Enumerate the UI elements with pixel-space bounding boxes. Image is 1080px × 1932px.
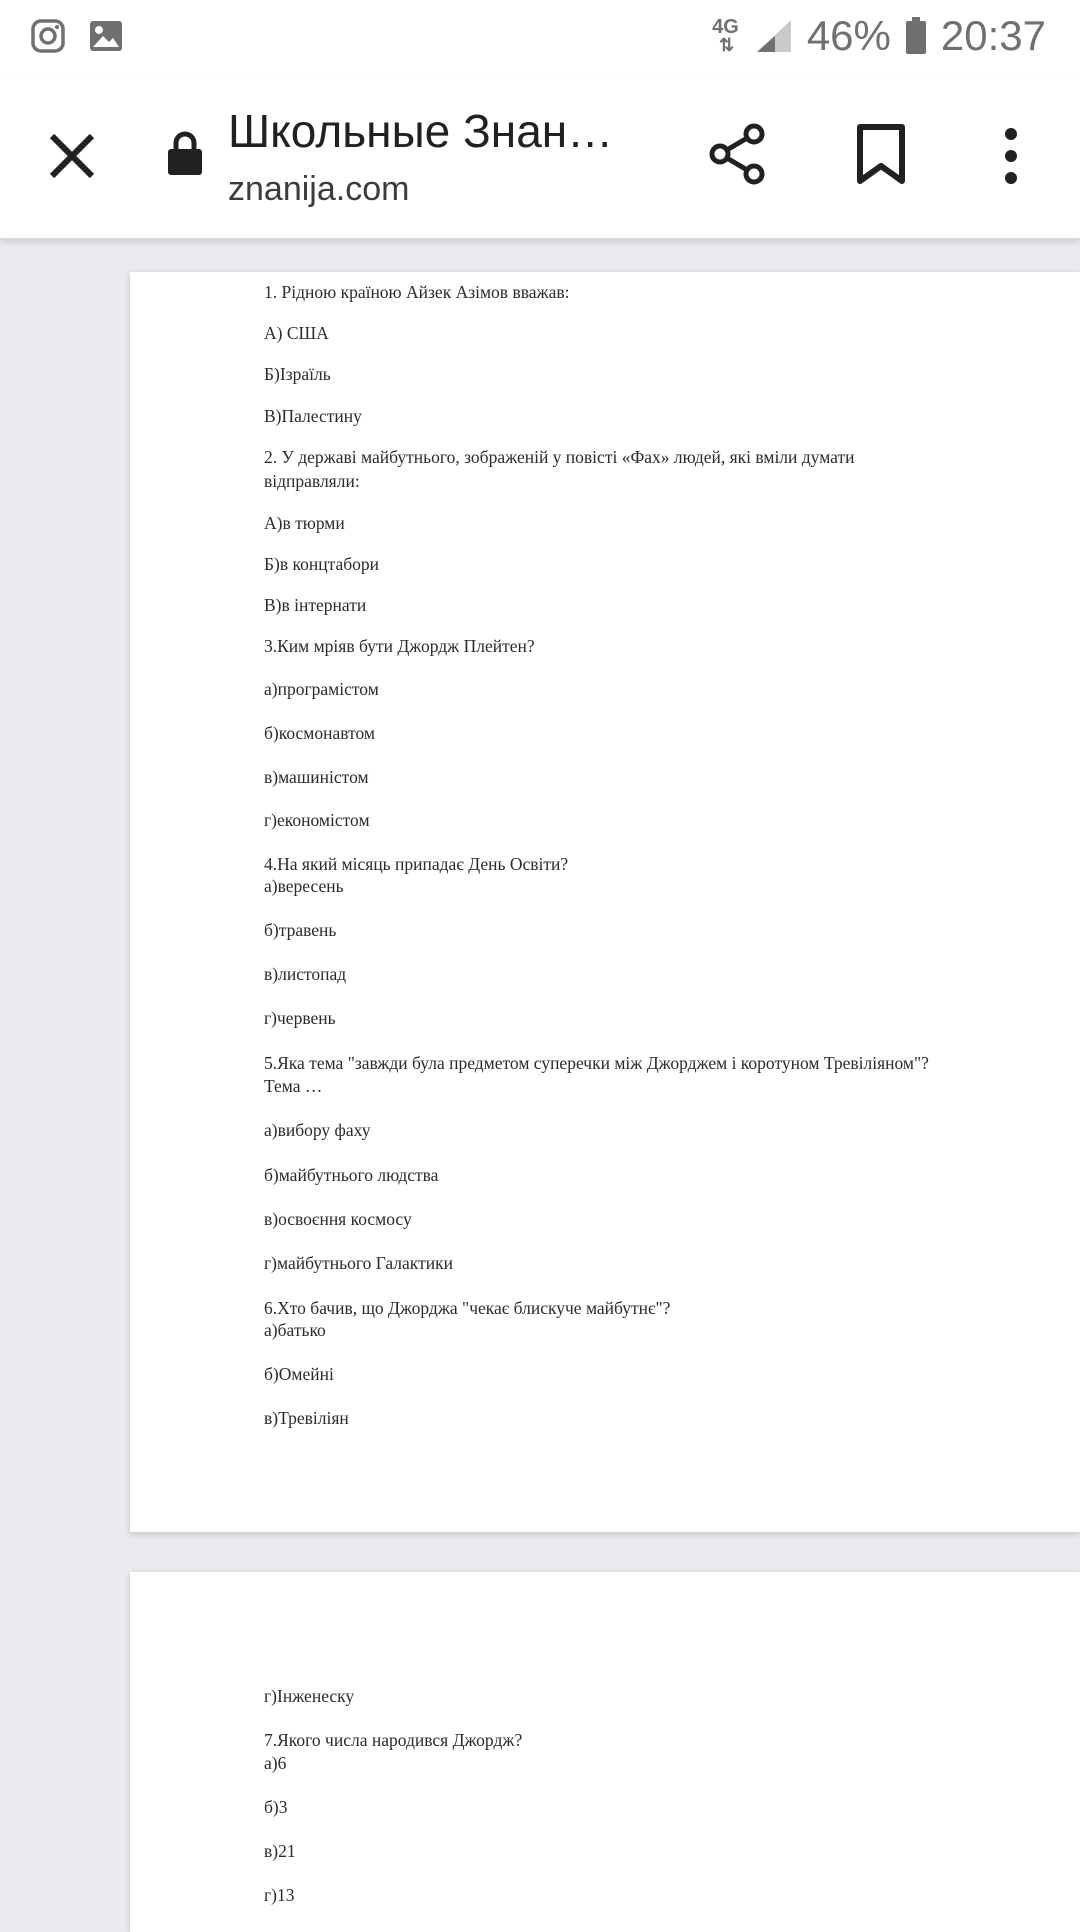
answer-option: в)машиністом	[264, 767, 369, 787]
gallery-icon	[88, 18, 124, 54]
answer-option: а)6	[264, 1753, 287, 1773]
answer-option: б)майбутнього людства	[264, 1165, 439, 1185]
answer-option: в)Тревіліян	[264, 1408, 349, 1428]
answer-option: а)програмістом	[264, 679, 379, 699]
question-2-continued: відправляли:	[264, 471, 360, 491]
document-page-2	[130, 1572, 1080, 1932]
browser-toolbar	[0, 76, 1080, 239]
answer-option: б)3	[264, 1797, 288, 1817]
signal-icon	[753, 18, 793, 54]
answer-option: г)майбутнього Галактики	[264, 1253, 453, 1273]
question-4: 4.На який місяць припадає День Освіти?	[264, 854, 569, 874]
lock-icon[interactable]	[167, 130, 203, 176]
answer-option: Б)в концтабори	[264, 554, 380, 574]
answer-option: б)травень	[264, 920, 337, 940]
answer-option: А)в тюрми	[264, 513, 345, 533]
answer-option: в)листопад	[264, 964, 347, 984]
answer-option: б)Омейні	[264, 1364, 334, 1384]
battery-icon	[905, 17, 927, 55]
answer-option: г)економістом	[264, 810, 370, 830]
page-url[interactable]: znanija.com	[228, 170, 410, 208]
answer-option: г)Інженеску	[264, 1686, 355, 1706]
question-5: 5.Яка тема "завжди була предметом суперечки між Джорджем і коротуном Тревіліяном"?	[264, 1053, 929, 1073]
question-3: 3.Ким мріяв бути Джордж Плейтен?	[264, 636, 535, 656]
instagram-icon	[30, 18, 66, 54]
answer-option: в)21	[264, 1841, 296, 1861]
network-indicator: 4G ⇅	[712, 16, 739, 55]
status-bar	[0, 0, 1080, 76]
more-options-icon[interactable]	[998, 126, 1024, 186]
page-title: Школьные Знан…	[228, 105, 614, 157]
answer-option: б)космонавтом	[264, 723, 375, 743]
answer-option: в)освоєння космосу	[264, 1209, 412, 1229]
battery-percent: 46%	[806, 12, 891, 59]
question-7: 7.Якого числа народився Джордж?	[264, 1730, 523, 1750]
bookmark-icon[interactable]	[856, 124, 906, 184]
answer-option: А) США	[264, 323, 329, 343]
question-2: 2. У державі майбутнього, зображеній у повісті «Фах» людей, які вміли думати	[264, 447, 855, 467]
document-page-1	[130, 272, 1080, 1532]
answer-option: г)червень	[264, 1008, 336, 1028]
question-6: 6.Хто бачив, що Джорджа "чекає блискуче майбутнє"?	[264, 1298, 671, 1318]
close-icon[interactable]	[44, 128, 100, 184]
answer-option: В)в інтернати	[264, 595, 367, 615]
answer-option: Б)Ізраїль	[264, 364, 331, 384]
question-5-continued: Тема …	[264, 1076, 323, 1096]
share-icon[interactable]	[706, 122, 770, 186]
answer-option: а)вибору фаху	[264, 1120, 371, 1140]
answer-option: г)13	[264, 1885, 295, 1905]
answer-option: а)батько	[264, 1320, 326, 1340]
answer-option: а)вересень	[264, 876, 344, 896]
clock: 20:37	[940, 12, 1046, 59]
answer-option: В)Палестину	[264, 406, 362, 426]
question-1: 1. Рідною країною Айзек Азімов вважав:	[264, 282, 570, 302]
